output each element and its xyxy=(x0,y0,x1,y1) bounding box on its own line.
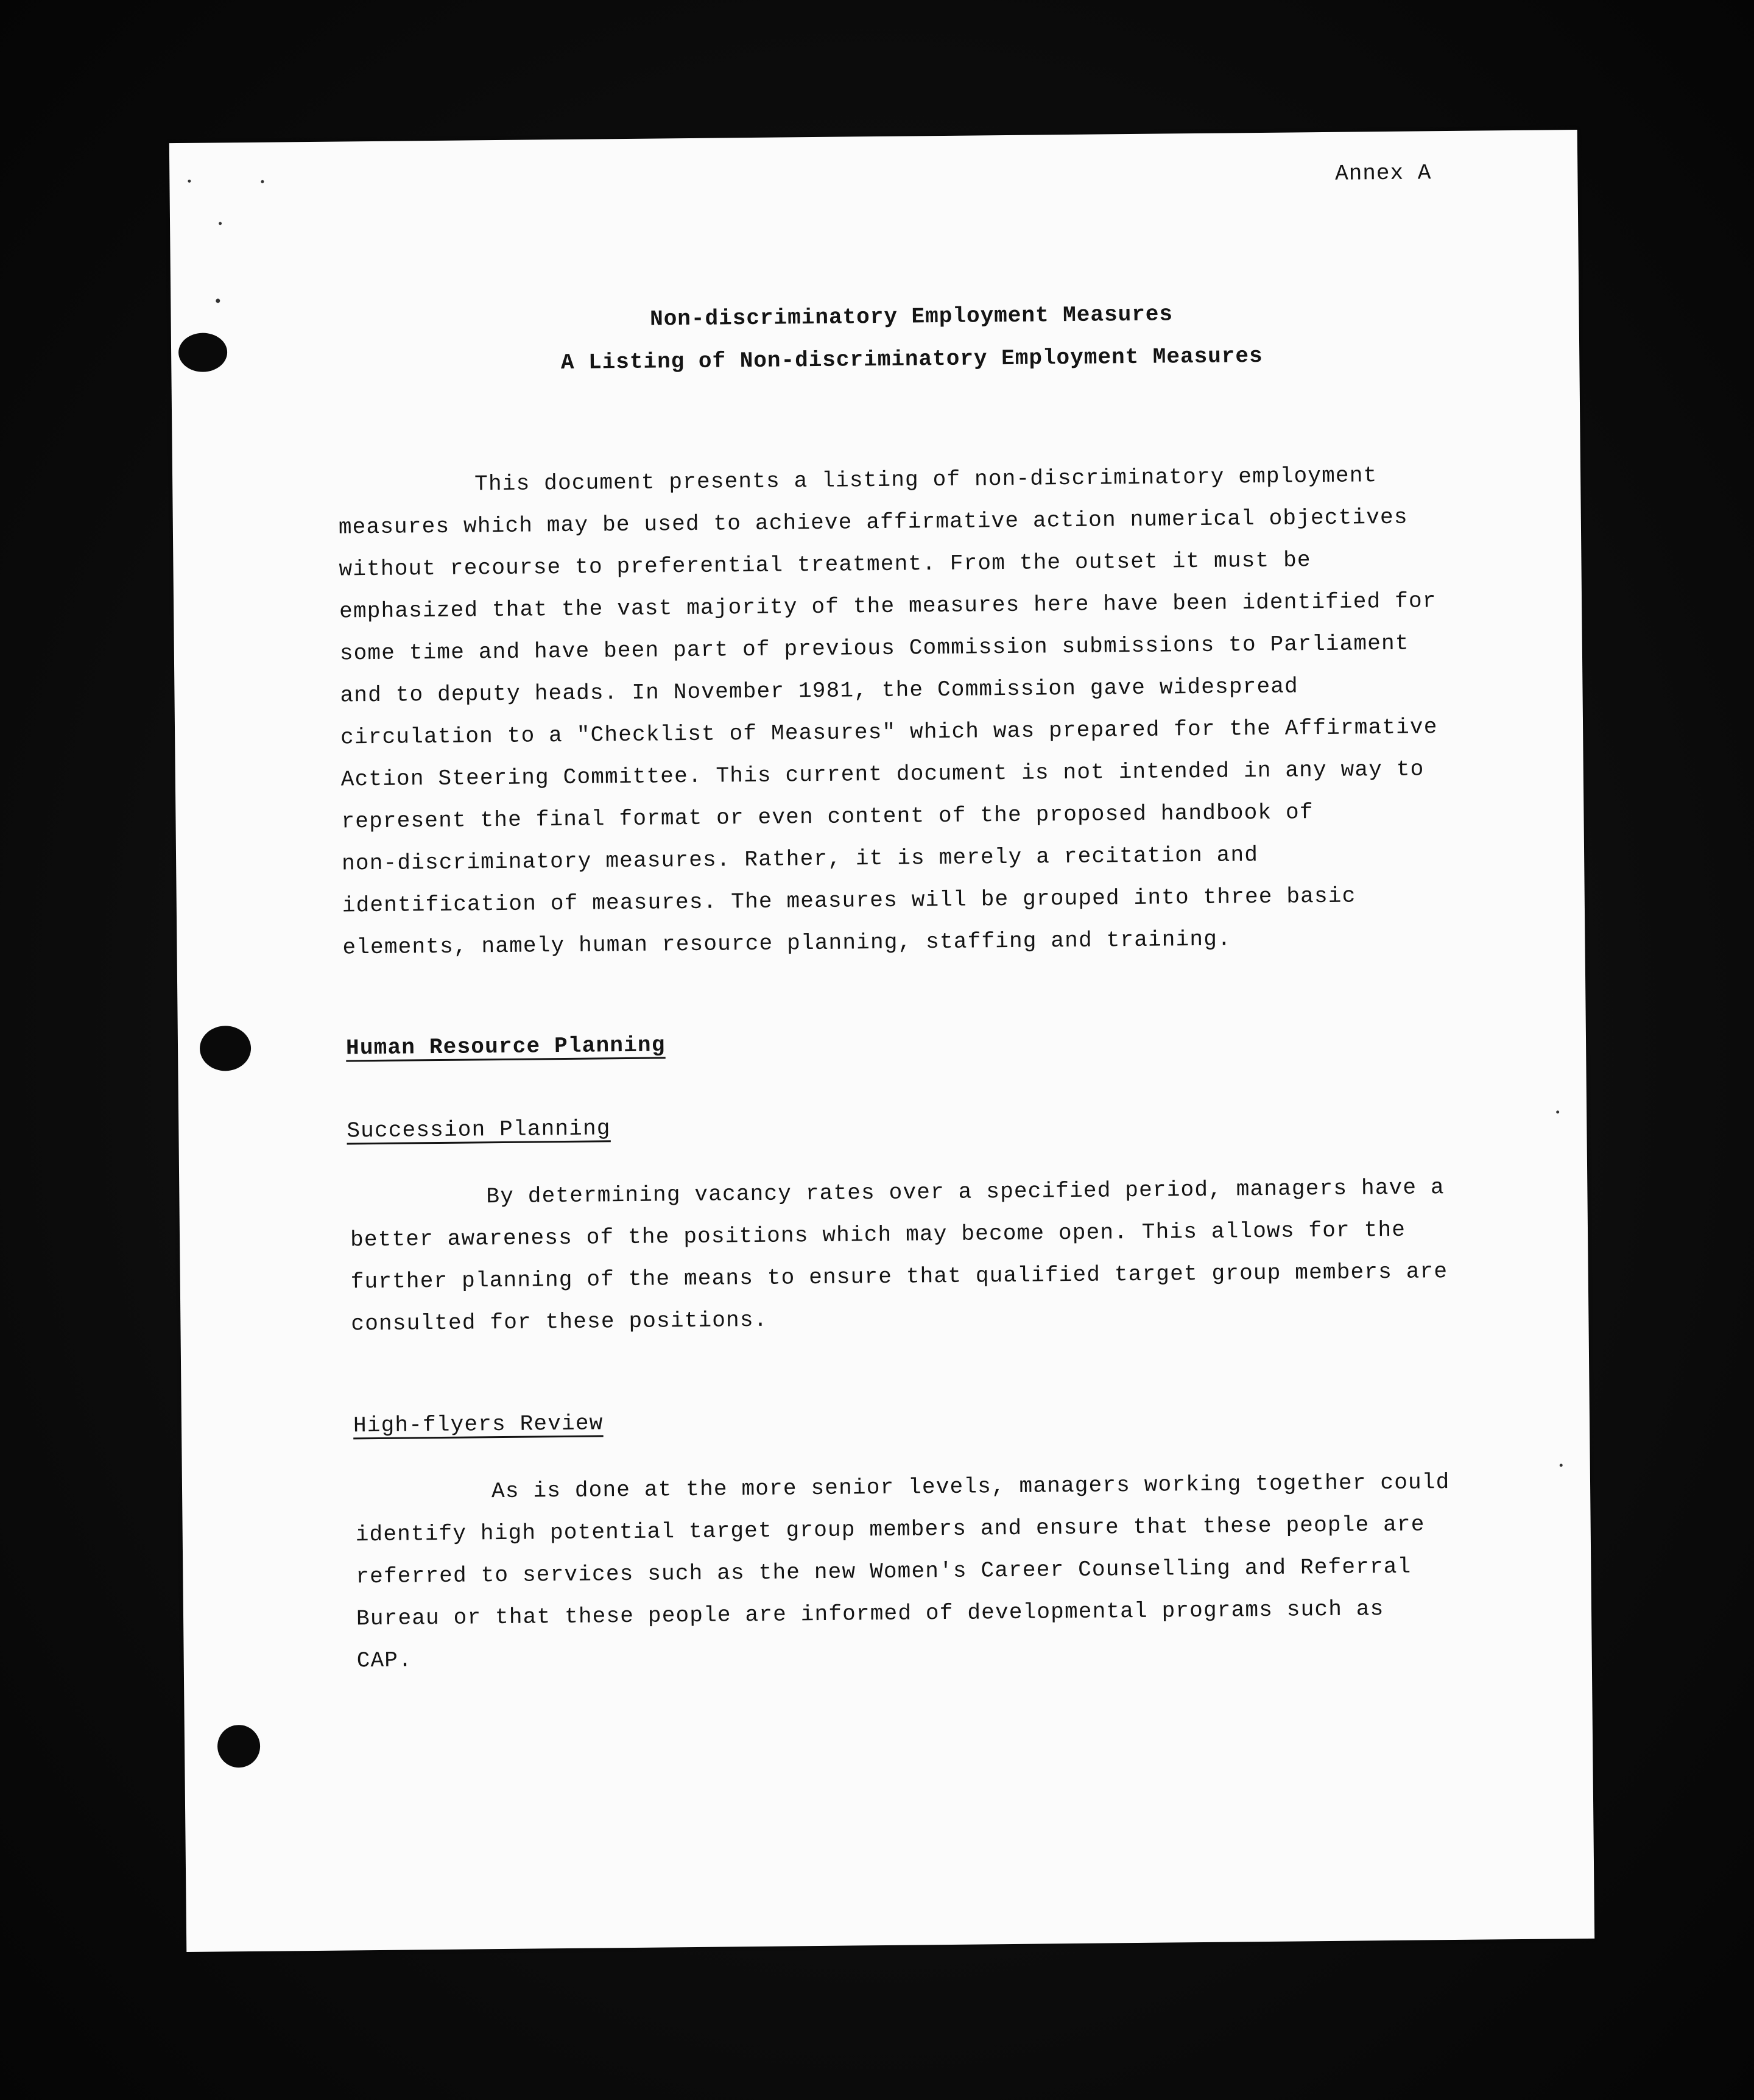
document-page xyxy=(169,130,1594,1952)
title-line-1: Non-discriminatory Employment Measures xyxy=(649,301,1174,332)
binder-hole-middle xyxy=(200,1026,252,1071)
annex-label: Annex A xyxy=(1334,160,1432,186)
scan-speck xyxy=(188,180,191,183)
binder-hole-bottom xyxy=(217,1725,261,1768)
paragraph-indent xyxy=(355,1497,491,1498)
scan-speck xyxy=(219,222,222,225)
scan-speck xyxy=(261,180,264,183)
high-flyers-review-text: As is done at the more senior levels, managers working together could identify high potential target group members and ensure that these people are referred to services such as the new Women's Career Counselling and Referral Bureau or that these people are informed of developmental programs such as CAP. xyxy=(355,1470,1450,1674)
title-line-2: A Listing of Non-discriminatory Employment Measures xyxy=(560,343,1263,376)
paragraph-indent xyxy=(350,1202,487,1203)
document-title xyxy=(171,289,1579,388)
succession-planning-text: By determining vacancy rates over a specified period, managers have a better awareness of the positions which may become open. This allows for the further planning of the means to ensure that qualified target group members are consulted for these positions. xyxy=(350,1175,1448,1337)
scan-speck xyxy=(1560,1464,1563,1467)
subsection-heading-high-flyers-review: High-flyers Review xyxy=(353,1411,604,1439)
section-heading-human-resource-planning: Human Resource Planning xyxy=(345,1032,666,1061)
subsection-heading-succession-planning: Succession Planning xyxy=(347,1116,611,1144)
high-flyers-review-paragraph xyxy=(355,1460,1551,1682)
intro-paragraph xyxy=(338,453,1537,969)
intro-paragraph-text: This document presents a listing of non-discriminatory employment measures which may be used to achieve affirmative action numerical objectives without recourse to preferential treatment. From the outset it must be emphasized that the vast majority of the measures here have been identified for some time and have been part of previous Commission submissions to Parliament and to deputy heads. In November 1981, the Commission gave widespread circulation to a "Checklist of Measures" which was prepared for the Affirmative Action Steering Committee. This current document is not intended in any way to represent the final format or even content of the proposed handbook of non-discriminatory measures. Rather, it is merely a recitation and identification of measures. The measures will be grouped into three basic elements, namely human resource planning, staffing and training. xyxy=(338,463,1438,960)
scan-speck xyxy=(1556,1110,1559,1113)
succession-planning-paragraph xyxy=(350,1166,1545,1345)
paragraph-indent xyxy=(338,490,474,491)
